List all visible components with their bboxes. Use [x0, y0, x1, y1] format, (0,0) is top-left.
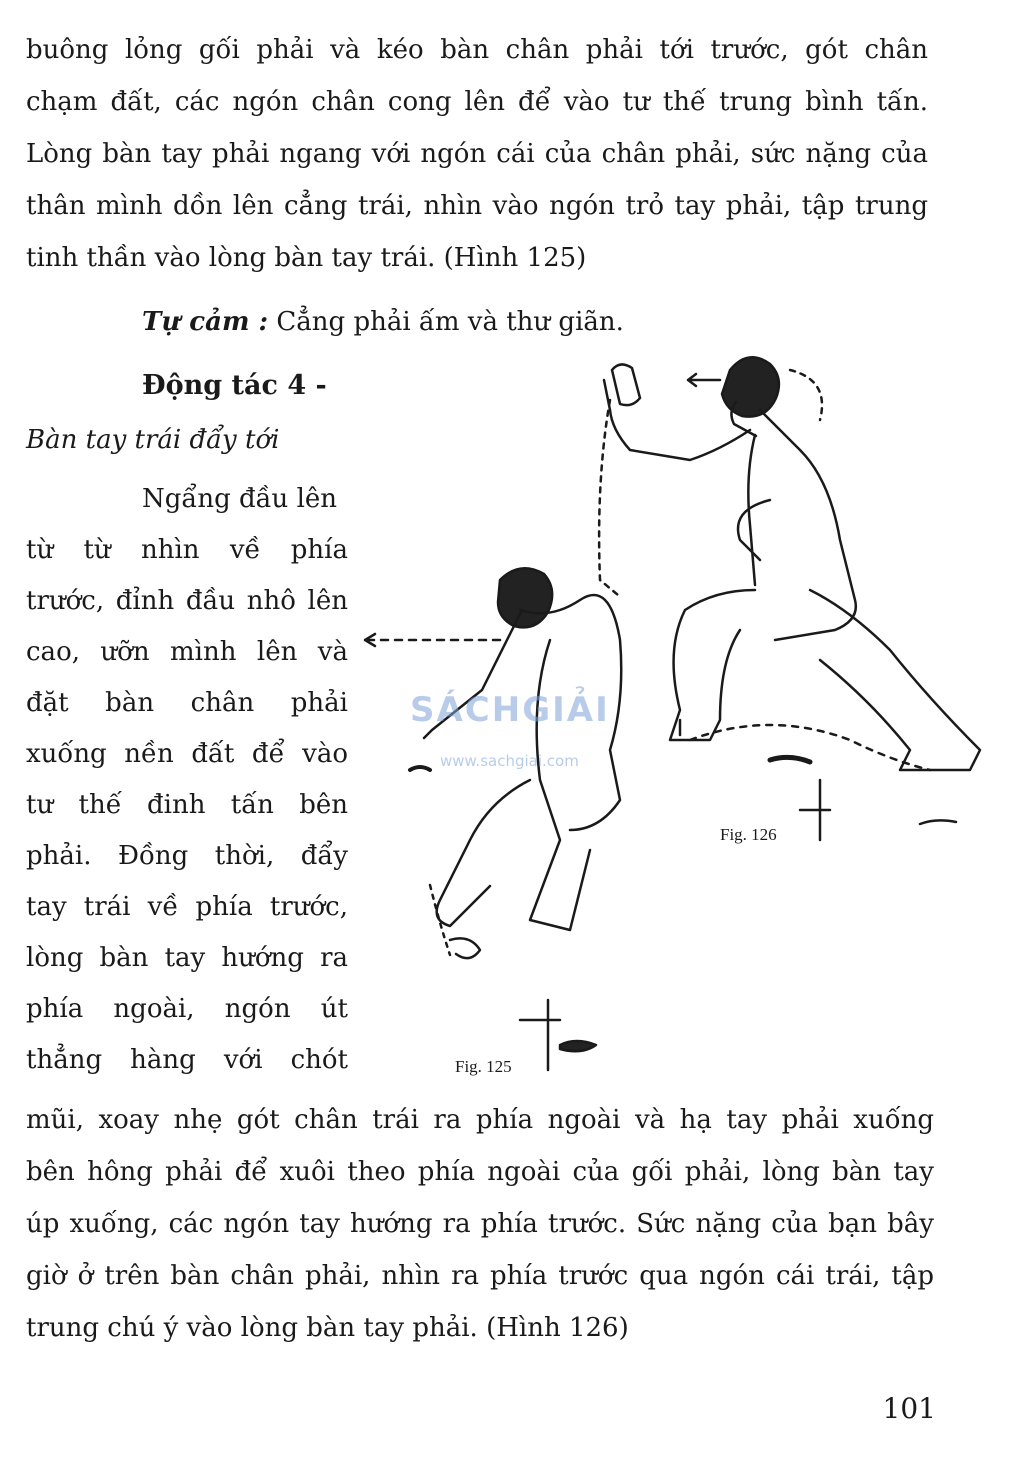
figure-126-person	[599, 357, 980, 840]
column-line: cao, ưỡn mình lên và	[26, 637, 348, 667]
column-line: tay trái về phía trước,	[26, 892, 348, 922]
watermark-title: SÁCHGIẢI	[410, 690, 610, 730]
feeling-label: Tự cảm :	[142, 307, 269, 337]
figure-126-label: Fig. 126	[720, 825, 777, 844]
text-line: bên hông phải để xuôi theo phía ngoài của gối phải, lòng bàn tay	[26, 1157, 934, 1187]
watermark-url: www.sachgiai.com	[440, 752, 579, 770]
column-line: thẳng hàng với chót	[26, 1045, 348, 1075]
feeling-text: Cẳng phải ấm và thư giãn.	[268, 307, 624, 337]
column-line: Ngẩng đầu lên	[142, 484, 338, 514]
text-line: giờ ở trên bàn chân phải, nhìn ra phía trước qua ngón cái trái, tập	[26, 1261, 934, 1291]
column-line: tư thế đinh tấn bên	[26, 790, 348, 820]
text-line: úp xuống, các ngón tay hướng ra phía trước. Sức nặng của bạn bây	[26, 1209, 934, 1239]
column-line: phía ngoài, ngón út	[26, 994, 348, 1024]
text-line: buông lỏng gối phải và kéo bàn chân phải tới trước, gót chân	[26, 35, 928, 65]
page-number: 101	[882, 1392, 936, 1425]
text-line: mũi, xoay nhẹ gót chân trái ra phía ngoài và hạ tay phải xuống	[26, 1105, 934, 1135]
column-line: lòng bàn tay hướng ra	[26, 943, 348, 973]
figure-125-person	[365, 568, 621, 1070]
figure-125-label: Fig. 125	[455, 1057, 512, 1076]
text-line: thân mình dồn lên cẳng trái, nhìn vào ngón trỏ tay phải, tập trung	[26, 191, 928, 221]
section-subheading: Bàn tay trái đẩy tới	[26, 425, 280, 455]
column-line: trước, đỉnh đầu nhô lên	[26, 586, 348, 616]
column-line: đặt bàn chân phải	[26, 688, 348, 718]
section-heading: Động tác 4 -	[142, 370, 327, 401]
column-line: từ từ nhìn về phía	[26, 535, 348, 565]
text-line: Lòng bàn tay phải ngang với ngón cái của chân phải, sức nặng của	[26, 139, 928, 169]
text-line: chạm đất, các ngón chân cong lên để vào tư thế trung bình tấn.	[26, 87, 928, 117]
watermark	[410, 690, 640, 780]
text-line: tinh thần vào lòng bàn tay trái. (Hình 125)	[26, 243, 587, 273]
text-line: trung chú ý vào lòng bàn tay phải. (Hình 126)	[26, 1313, 629, 1343]
column-line: phải. Đồng thời, đẩy	[26, 841, 348, 871]
column-line: xuống nền đất để vào	[26, 739, 348, 769]
